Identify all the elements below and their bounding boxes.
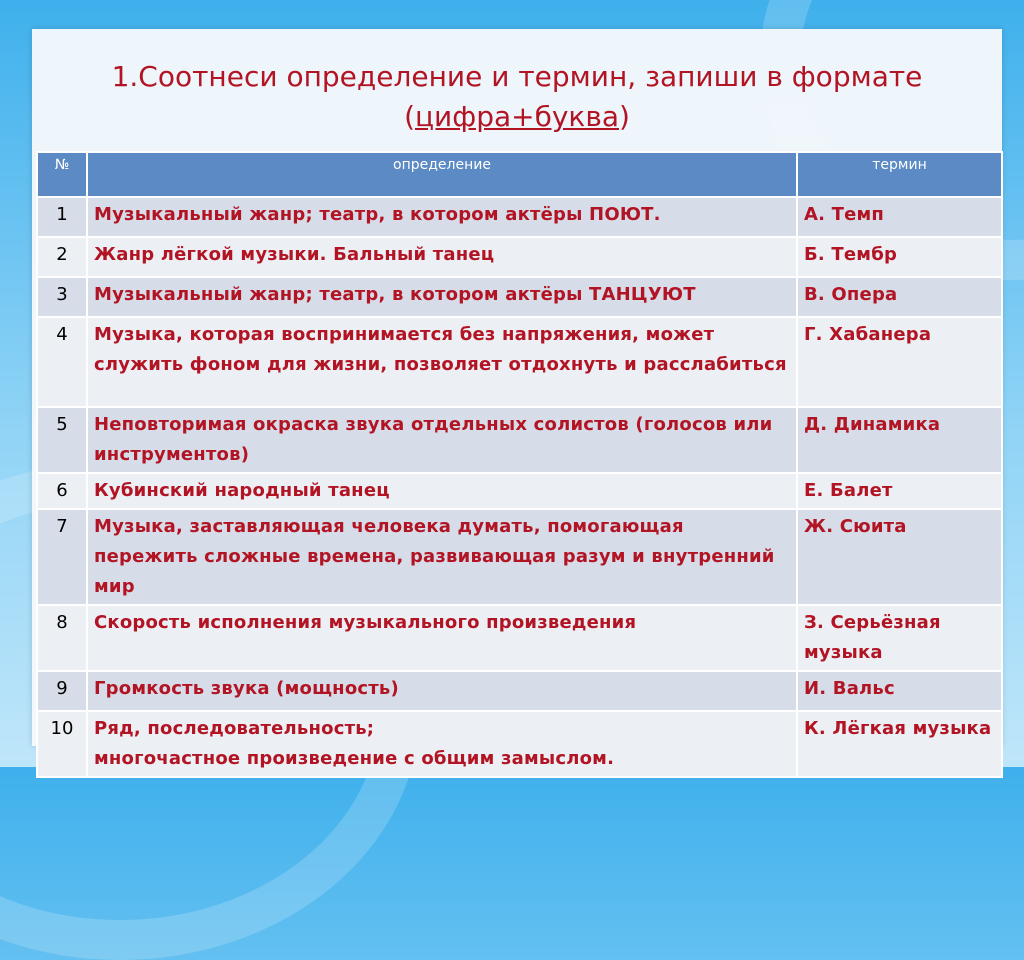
- table-row: [37, 317, 1002, 407]
- row-number: 5: [37, 407, 87, 473]
- row-term: К. Лёгкая музыка: [797, 711, 1002, 777]
- row-definition-line: Ряд, последовательность;: [94, 718, 375, 739]
- row-term: А. Темп: [797, 197, 1002, 237]
- row-definition: Неповторимая окраска звука отдельных солистов (голосов или инструментов): [87, 407, 797, 473]
- table-row: [37, 473, 1002, 509]
- row-number: 6: [37, 473, 87, 509]
- header-definition: определение: [87, 152, 797, 197]
- row-term: Е. Балет: [797, 473, 1002, 509]
- row-term: И. Вальс: [797, 671, 1002, 711]
- table-row: [37, 605, 1002, 671]
- table-row: [37, 407, 1002, 473]
- title-line-2: (цифра+буква): [404, 100, 630, 133]
- row-number: 8: [37, 605, 87, 671]
- header-number: №: [37, 152, 87, 197]
- row-definition: Музыкальный жанр; театр, в котором актёры ТАНЦУЮТ: [87, 277, 797, 317]
- table-row: [37, 277, 1002, 317]
- row-term: Ж. Сюита: [797, 509, 1002, 605]
- row-number: 2: [37, 237, 87, 277]
- row-definition: Музыка, которая воспринимается без напряжения, может служить фоном для жизни, позволяет отдохнуть и расслабиться: [87, 317, 797, 407]
- row-definition-line: многочастное произведение с общим замыслом.: [94, 748, 615, 769]
- row-number: 7: [37, 509, 87, 605]
- row-definition: Громкость звука (мощность): [87, 671, 797, 711]
- title-line-1: 1.Соотнеси определение и термин, запиши в формате: [111, 60, 923, 93]
- row-term: Д. Динамика: [797, 407, 1002, 473]
- table-row: [37, 509, 1002, 605]
- table-header-row: [37, 152, 1002, 197]
- table-row: [37, 711, 1002, 777]
- row-term: З. Серьёзная музыка: [797, 605, 1002, 671]
- row-number: 3: [37, 277, 87, 317]
- row-definition: Скорость исполнения музыкального произведения: [87, 605, 797, 671]
- row-definition: Жанр лёгкой музыки. Бальный танец: [87, 237, 797, 277]
- row-number: 9: [37, 671, 87, 711]
- slide-title: [32, 57, 1002, 137]
- table-row: [37, 197, 1002, 237]
- header-term: термин: [797, 152, 1002, 197]
- row-definition: Музыка, заставляющая человека думать, помогающая пережить сложные времена, развивающая разум и внутренний мир: [87, 509, 797, 605]
- row-definition: Кубинский народный танец: [87, 473, 797, 509]
- row-term: Б. Тембр: [797, 237, 1002, 277]
- row-number: 10: [37, 711, 87, 777]
- row-term: Г. Хабанера: [797, 317, 1002, 407]
- row-term: В. Опера: [797, 277, 1002, 317]
- row-number: 4: [37, 317, 87, 407]
- row-definition: Музыкальный жанр; театр, в котором актёры ПОЮТ.: [87, 197, 797, 237]
- table-row: [37, 671, 1002, 711]
- terms-table: [36, 151, 1003, 778]
- title-underlined-text: цифра+буква: [415, 100, 619, 133]
- table-row: [37, 237, 1002, 277]
- row-number: 1: [37, 197, 87, 237]
- slide: [32, 29, 1002, 769]
- row-definition: [87, 711, 797, 777]
